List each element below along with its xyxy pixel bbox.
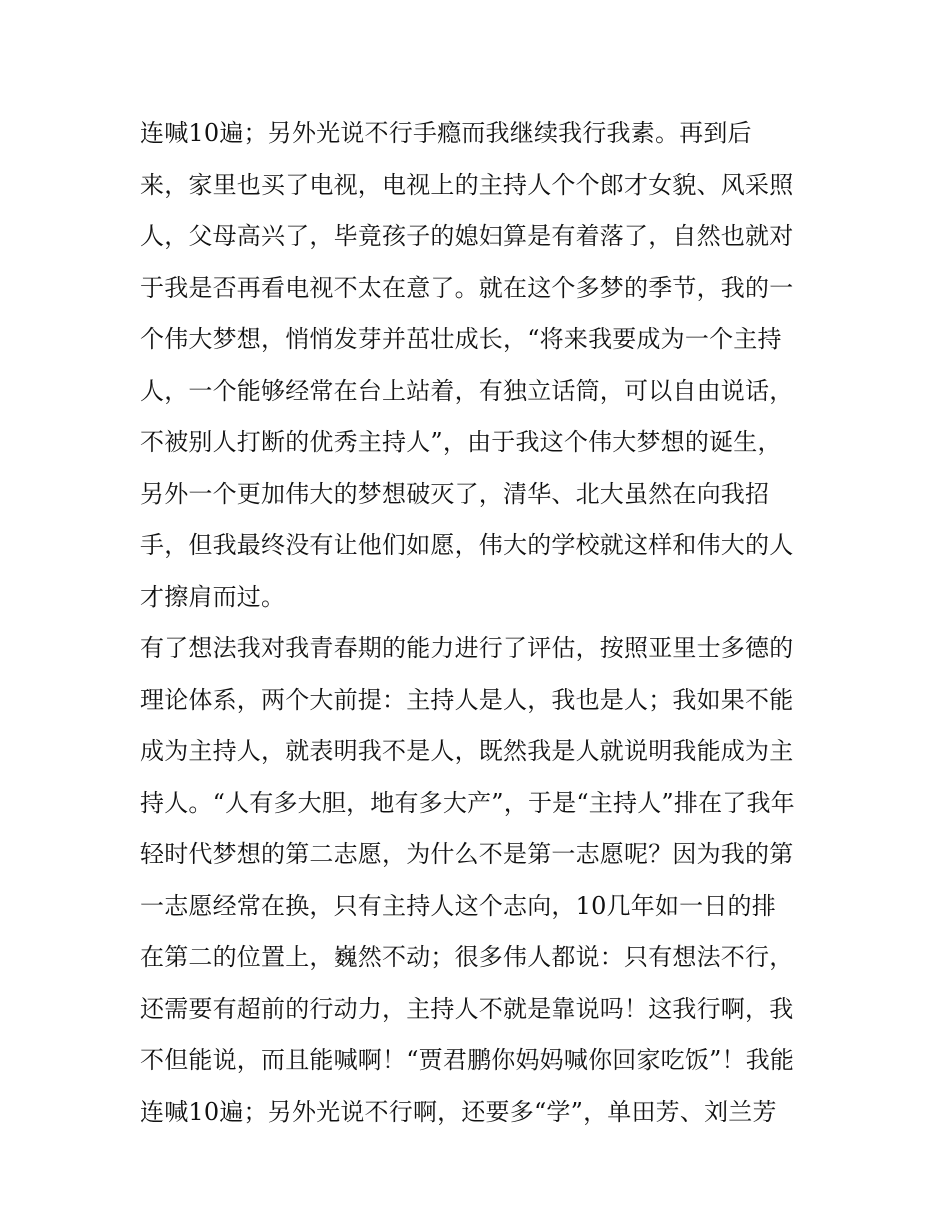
text-line: 另外一个更加伟大的梦想破灭了，清华、北大虽然在向我招 (140, 479, 770, 508)
text-line: 成为主持人，就表明我不是人，既然我是人就说明我能成为主 (140, 737, 794, 765)
text-line: 持人。“人有多大胆，地有多大产”，于是“主持人”排在了我年 (140, 788, 795, 817)
text-line: 于我是否再看电视不太在意了。就在这个多梦的季节，我的一 (140, 273, 794, 302)
text-line: 手，但我最终没有让他们如愿，伟大的学校就这样和伟大的人 (140, 531, 794, 559)
text-line: 轻时代梦想的第二志愿，为什么不是第一志愿呢？因为我的第 (140, 840, 794, 868)
text-line: 有了想法我对我青春期的能力进行了评估，按照亚里士多德的 (140, 634, 794, 662)
text-line: 连喊10遍；另外光说不行啊，还要多“学”，单田芳、刘兰芳 (140, 1097, 777, 1126)
text-line: 还需要有超前的行动力，主持人不就是靠说吗！这我行啊，我 (140, 994, 794, 1023)
text-line: 不但能说，而且能喊啊！“贾君鹏你妈妈喊你回家吃饭”！我能 (140, 1046, 795, 1074)
text-line: 理论体系，两个大前提：主持人是人，我也是人；我如果不能 (140, 685, 794, 714)
text-line: 连喊10遍；另外光说不行手瘾而我继续我行我素。再到后 (140, 119, 752, 147)
text-line: 不被别人打断的优秀主持人”，由于我这个伟大梦想的诞生， (140, 428, 782, 456)
text-line: 来，家里也买了电视，电视上的主持人个个郎才女貌、风采照 (140, 170, 794, 199)
text-line: 一志愿经常在换，只有主持人这个志向，10几年如一日的排 (140, 891, 776, 920)
document-text-body (140, 108, 820, 1138)
text-line: 人，一个能够经常在台上站着，有独立话筒，可以自由说话， (140, 376, 794, 405)
text-line: 才擦肩而过。 (140, 582, 286, 611)
text-line: 人，父母高兴了，毕竟孩子的媳妇算是有着落了，自然也就对 (140, 222, 794, 250)
text-line: 个伟大梦想，悄悄发芽并茁壮成长，“将来我要成为一个主持 (140, 325, 782, 353)
text-line: 在第二的位置上，巍然不动；很多伟人都说：只有想法不行， (140, 943, 794, 971)
